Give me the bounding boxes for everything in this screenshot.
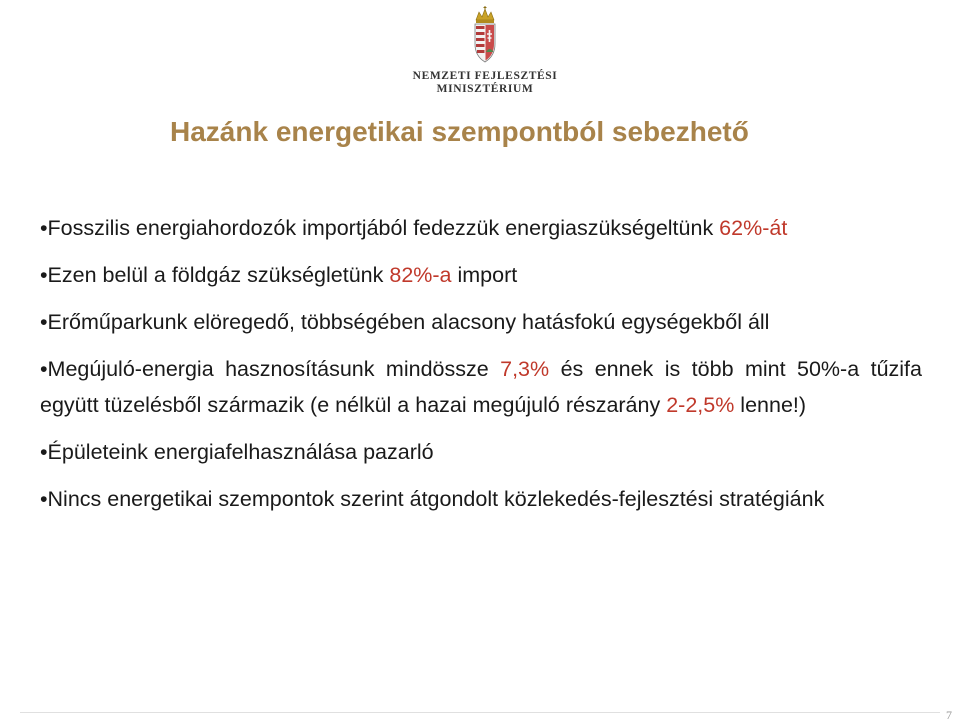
bullet-text: és ennek is több mint 50%-a tűzifa együtt tüzelésből származik (e nélkül a hazai megújuló részarány	[40, 357, 922, 417]
footer-divider	[20, 712, 940, 713]
bullet-dot-icon: •	[40, 487, 48, 511]
bullet-dot-icon: •	[40, 216, 48, 240]
bullet-dot-icon: •	[40, 310, 48, 334]
bullet-text: Megújuló-energia hasznosításunk mindössze	[47, 357, 501, 381]
hungarian-coat-of-arms-icon	[470, 6, 500, 66]
bullet-text: Erőműparkunk elöregedő, többségében alacsony hatásfokú egységekből áll	[47, 310, 770, 334]
bullet-text: Épületeink energiafelhasználása pazarló	[47, 440, 434, 464]
bullet-dot-icon: •	[40, 440, 48, 464]
highlighted-value: 82%-a	[389, 263, 452, 287]
bullet-dot-icon: •	[40, 357, 48, 381]
bullet-text: Ezen belül a földgáz szükségletünk	[47, 263, 390, 287]
page-title: Hazánk energetikai szempontból sebezhető	[170, 116, 749, 147]
bullet-item	[40, 304, 922, 340]
ministry-logo	[410, 6, 560, 96]
page-number: 7	[946, 708, 952, 722]
logo-text-line2: MINISZTÉRIUM	[436, 83, 534, 95]
bullet-item	[40, 434, 922, 470]
bullet-text: import	[451, 263, 518, 287]
bullet-text: Nincs energetikai szempontok szerint átgondolt közlekedés-fejlesztési stratégiánk	[47, 487, 825, 511]
bullet-text: lenne!)	[734, 393, 807, 417]
highlighted-value: 7,3%	[500, 357, 550, 381]
bullet-item	[40, 351, 922, 423]
bullet-text: Fosszilis energiahordozók importjából fedezzük energiaszükségeltünk	[47, 216, 720, 240]
bullet-dot-icon: •	[40, 263, 48, 287]
bullet-item	[40, 481, 922, 517]
bullet-list	[40, 210, 922, 528]
highlighted-value: 2-2,5%	[666, 393, 735, 417]
bullet-item	[40, 257, 922, 293]
highlighted-value: 62%-át	[719, 216, 788, 240]
bullet-item	[40, 210, 922, 246]
logo-text-line1: NEMZETI FEJLESZTÉSI	[412, 70, 558, 82]
